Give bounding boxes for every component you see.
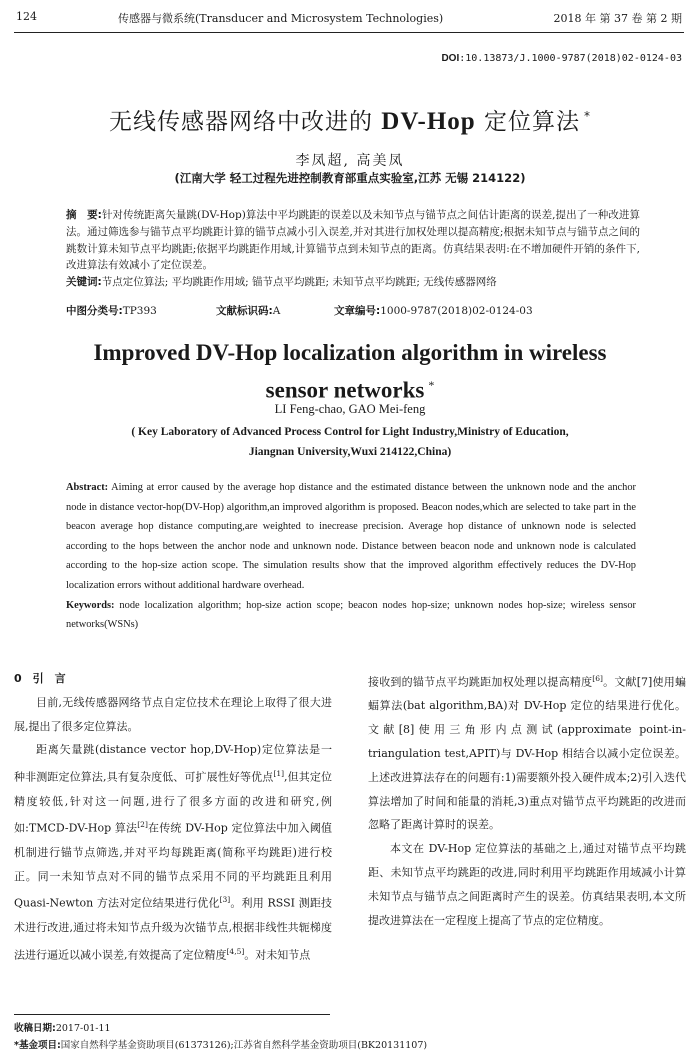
en-authors: LI Feng-chao, GAO Mei-feng — [274, 402, 426, 416]
en-affiliation-line-1: ( Key Laboratory of Advanced Process Control for Light Industry,Ministry of Education, — [131, 426, 569, 438]
body-text: ,但其定位精度较低,针对这一问题,进行了很多方面的改进和研究,例如:TMCD-DV-Hop 算法 — [14, 770, 332, 836]
cn-title-text-3: 定位算法 — [475, 109, 581, 135]
en-title-line-1: Improved DV-Hop localization algorithm in wireless — [93, 340, 607, 365]
doi-label: DOI — [441, 53, 460, 64]
citation: [6] — [592, 674, 603, 683]
citation: [3] — [219, 895, 231, 905]
cn-abstract-label: 摘 要: — [66, 209, 102, 221]
cn-title-footnote-mark: * — [584, 109, 592, 124]
citation: [2] — [137, 820, 148, 830]
section-heading-intro: 0 引 言 — [14, 672, 66, 685]
doc-code-value: A — [272, 305, 281, 317]
received-date — [14, 1020, 111, 1034]
cn-keywords-label: 关键词: — [66, 276, 102, 289]
article-no-label: 文章编号: — [334, 305, 381, 317]
footnote-rule — [14, 1014, 330, 1015]
body-paragraph — [14, 691, 332, 739]
fund-info — [14, 1037, 427, 1051]
en-title-footnote-mark: * — [428, 378, 435, 392]
body-paragraph — [368, 667, 686, 837]
cn-abstract-text: 针对传统距离矢量跳(DV-Hop)算法中平均跳距的误差以及未知节点与锚节点之间估计距离的误差,提出了一种改进算法。通过筛选参与锚节点平均跳距计算的锚节点减小引入误差,并对其进行加权处理以提高精度;根据未知节点与锚节点之间的跳数计算未知节点平均跳距;依据平均跳距作用域,计算锚节点到未知节点的距离。仿真结果表明:在不增加硬件开销的条件下,改进算法有效减小了定位误差。 — [66, 209, 640, 272]
citation: [1] — [273, 769, 285, 779]
en-abstract — [66, 478, 636, 635]
clc-label: 中图分类号: — [66, 305, 123, 317]
issue-info: 2018 年 第 37 卷 第 2 期 — [553, 12, 682, 25]
cn-abstract — [66, 207, 640, 291]
doi-value: :10.13873/J.1000-9787(2018)02-0124-03 — [459, 53, 682, 64]
cn-title-text-2: DV-Hop — [381, 108, 476, 135]
body-text: 。对未知节点 — [244, 948, 311, 962]
doc-code-label: 文献标识码: — [216, 305, 273, 317]
en-abstract-text: Aiming at error caused by the average hop distance and the estimated distance between the unknown node and the anchor node in distance vector-hop(DV-Hop) algorithm,an improved algorithm is proposed. Beacon nodes,which are selected to take part in the beacon average hop distance computing,are weighted to inecrease precision. Average hop distance of unknown node is selected according to the hops between the anchor node and unknown node. Distance between beacon node and unknown node is calculated according to the hop-size action scope. The simulation results show that the improved algorithm effectively reduces the DV-Hop localization errors without additional hardware overhead. — [66, 482, 636, 591]
en-affiliation — [0, 423, 700, 462]
journal-name: 传感器与微系统(Transducer and Microsystem Technologies) — [118, 12, 444, 25]
en-affiliation-line-2: Jiangnan University,Wuxi 214122,China) — [248, 445, 452, 458]
body-text: 。文献[7]使用蝙蝠算法(bat algorithm,BA)对 DV-Hop 定位的结果进行优化。文献[8]使用三角形内点测试(approximate point-in-triangulation test,APIT)与 DV-Hop 相结合以减小定位误差。上述改进算法存在的问题有:1)需要额外投入硬件成本;2)引入迭代算法增加了时间和能量的消耗,3)重点对锚节点平均跳距的改进而忽略了距离计算时的误差。 — [368, 675, 686, 832]
doi — [441, 53, 682, 64]
body-right-column — [368, 667, 686, 932]
en-title-line-2: sensor networks — [265, 377, 425, 403]
body-text: 距离矢量跳(distance vector hop,DV-Hop)定位算法是一种非测距定位算法,具有复杂度低、可扩展性好等优点 — [14, 743, 332, 784]
body-text: 在传统 DV-Hop 定位算法中加入阈值机制进行锚节点筛选,并对平均每跳距离(简称平均跳距)进行校正。同一未知节点对不同的锚节点采用不同的平均跳距且利用 Quasi-Newton 方法对定位结果进行优化 — [14, 822, 333, 911]
fund-label: *基金项目: — [14, 1040, 61, 1051]
cn-affiliation: (江南大学 轻工过程先进控制教育部重点实验室,江苏 无锡 214122) — [174, 171, 526, 185]
cn-title-text-1: 无线传感器网络中改进的 — [108, 109, 382, 135]
body-left-column — [14, 667, 332, 967]
page-number: 124 — [16, 10, 37, 23]
body-paragraph — [14, 738, 332, 967]
en-keywords-label: Keywords: — [66, 599, 115, 611]
en-title — [0, 337, 700, 407]
cn-classification-row — [66, 303, 640, 318]
citation: [4,5] — [226, 946, 245, 956]
body-text: 本文在 DV-Hop 定位算法的基础之上,通过对锚节点平均跳距、未知节点平均跳距的改进,同时利用平均跳距作用域减小计算未知节点与锚节点之间距离时产生的误差。仿真结果表明,本文所提改进算法在一定程度上提高了节点的定位精度。 — [368, 842, 686, 927]
header-rule — [14, 32, 684, 33]
cn-keywords: 节点定位算法; 平均跳距作用域; 锚节点平均跳距; 未知节点平均跳距; 无线传感器网络 — [101, 276, 497, 289]
cn-authors: 李凤超, 高美凤 — [295, 153, 405, 169]
body-text: 目前,无线传感器网络节点自定位技术在理论上取得了很大进展,提出了很多定位算法。 — [14, 695, 332, 733]
clc-value: TP393 — [122, 305, 157, 317]
received-value: 2017-01-11 — [55, 1023, 111, 1034]
article-no-value: 1000-9787(2018)02-0124-03 — [380, 305, 533, 317]
body-text: 。利用 RSSI 测距技术进行改进,通过将未知节点升级为次锚节点,根据非线性共轭梯度法进行逼近以减小误差,有效提高了定位精度 — [14, 897, 332, 962]
cn-title — [0, 103, 700, 136]
body-text: 接收到的锚节点平均跳距加权处理以提高精度 — [368, 675, 593, 689]
en-abstract-label: Abstract: — [66, 482, 109, 493]
received-label: 收稿日期: — [14, 1023, 56, 1034]
en-keywords: node localization algorithm; hop-size action scope; beacon nodes hop-size; unknown nodes hop-size; wireless sensor networks(WSNs) — [66, 599, 636, 631]
fund-value: 国家自然科学基金资助项目(61373126);江苏省自然科学基金资助项目(BK20131107) — [60, 1040, 428, 1051]
body-paragraph — [368, 837, 686, 932]
